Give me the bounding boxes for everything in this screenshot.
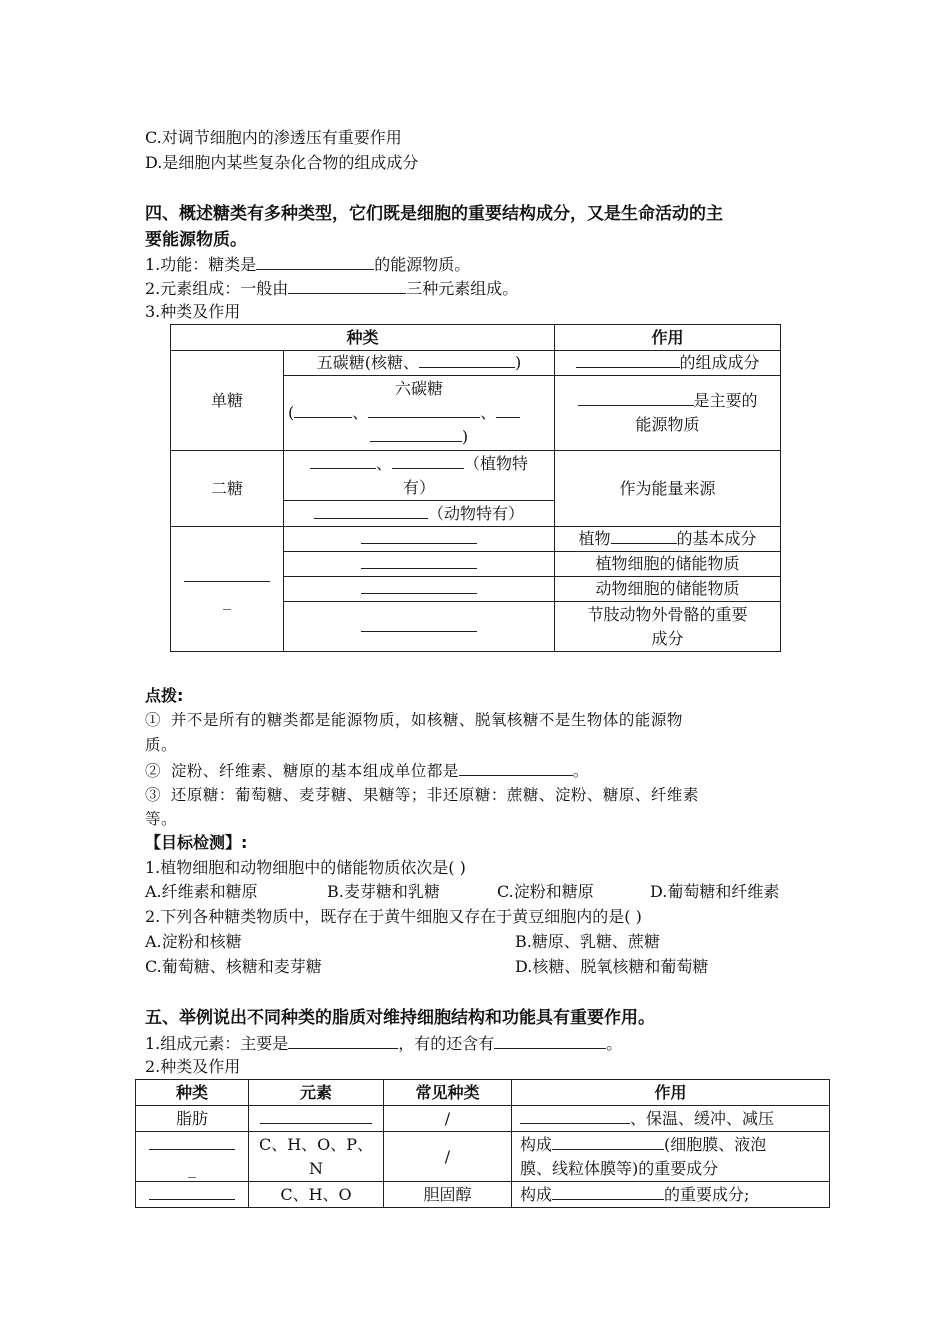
sep: 、 [375, 453, 392, 473]
pl-role1-b: (细胞膜、液泡 [664, 1134, 767, 1154]
answer-blank[interactable] [520, 1108, 630, 1124]
di-role: 作为能量来源 [555, 451, 781, 527]
q1-option-a[interactable]: A.纤维素和糖原 [145, 882, 258, 901]
pentose-role-cell [555, 351, 781, 376]
answer-blank[interactable] [256, 254, 374, 270]
s5-item1-mid: ，有的还含有 [398, 1034, 495, 1053]
answer-blank[interactable] [576, 352, 680, 368]
answer-blank[interactable] [361, 553, 477, 569]
poly3-cell [284, 577, 555, 602]
answer-blank[interactable] [494, 1033, 606, 1049]
pl-elem-cell [249, 1132, 384, 1182]
header-role: 作用 [555, 325, 781, 351]
section5-item1 [145, 1033, 622, 1054]
header-kind: 种类 [171, 325, 555, 351]
st-common: 胆固醇 [384, 1182, 512, 1208]
pl-elem1: C、H、O、P、 [258, 1134, 374, 1154]
hexose-role1: 是主要的 [693, 391, 758, 410]
hexose-title: 六碳糖 [395, 379, 444, 398]
hexose-cell [284, 376, 555, 451]
poly4-cell [284, 602, 555, 652]
di-plant-line1 [288, 452, 550, 476]
mono-label: 单糖 [171, 351, 284, 451]
fat-elem-cell [249, 1106, 384, 1132]
pl-label-cell [136, 1132, 249, 1182]
q1-option-c[interactable]: C.淀粉和糖原 [497, 882, 594, 901]
answer-blank[interactable] [149, 1134, 235, 1150]
answer-blank[interactable] [361, 578, 477, 594]
section4-item3: 3.种类及作用 [145, 302, 241, 321]
answer-blank[interactable] [288, 278, 406, 294]
answer-blank[interactable] [260, 1108, 372, 1124]
hexose-role2: 能源物质 [635, 415, 700, 434]
tip3-line1: ③ 还原糖：葡萄糖、麦芽糖、果糖等；非还原糖：蔗糖、淀粉、糖原、纤维素 [145, 786, 699, 804]
answer-blank[interactable] [419, 352, 515, 368]
answer-blank[interactable] [552, 1134, 664, 1150]
answer-blank[interactable] [611, 528, 677, 544]
st-elem: C、H、O [249, 1182, 384, 1208]
item1-prefix: 1.功能：糖类是 [145, 255, 257, 274]
answer-blank[interactable] [578, 390, 694, 406]
pl-common: / [384, 1132, 512, 1182]
pl-role1-a: 构成 [520, 1134, 553, 1154]
lipid-header-elem: 元素 [249, 1080, 384, 1106]
answer-blank[interactable] [310, 453, 376, 469]
sep: 、 [480, 403, 497, 422]
option-d: D.是细胞内某些复杂化合物的组成成分 [145, 153, 419, 172]
section5-title: 五、举例说出不同种类的脂质对维持细胞结构和功能具有重要作用。 [145, 1008, 655, 1028]
poly2-cell [284, 552, 555, 577]
poly-role4-b: 成分 [651, 628, 684, 648]
di-plant-cell [284, 451, 555, 501]
answer-blank[interactable] [184, 566, 270, 582]
pl-role-cell [512, 1132, 830, 1182]
st-role-a: 构成 [520, 1184, 553, 1204]
section4-title-line1: 四、概述糖类有多种类型，它们既是细胞的重要结构成分，又是生命活动的主 [145, 204, 723, 224]
tip1-line2: 质。 [145, 736, 178, 754]
lipid-header-role: 作用 [512, 1080, 830, 1106]
section4-item1 [145, 254, 470, 275]
lipid-header-kind: 种类 [136, 1080, 249, 1106]
poly1-cell [284, 527, 555, 552]
poly-role4-cell [555, 602, 781, 652]
q2-option-a[interactable]: A.淀粉和核糖 [145, 932, 242, 951]
s5-item1-prefix: 1.组成元素：主要是 [145, 1034, 289, 1053]
hexose-line3 [288, 425, 550, 449]
answer-blank[interactable] [361, 528, 477, 544]
hexose-close: ) [461, 427, 469, 446]
tips-title: 点拨: [145, 686, 184, 705]
detect-title: 【目标检测】: [145, 833, 248, 852]
fat-role: 、保温、缓冲、减压 [630, 1108, 775, 1128]
section5-item2: 2.种类及作用 [145, 1057, 241, 1076]
section4-item2 [145, 278, 518, 299]
answer-blank[interactable] [288, 1033, 398, 1049]
fat-role-cell [512, 1106, 830, 1132]
section4-title-line2: 要能源物质。 [145, 230, 247, 250]
answer-blank[interactable] [314, 503, 428, 519]
pentose-text: 五碳糖(核糖、 [316, 353, 419, 372]
item2-suffix: 三种元素组成。 [406, 279, 519, 298]
answer-blank[interactable] [149, 1184, 235, 1200]
pentose-close: ) [515, 353, 522, 372]
q2-option-c[interactable]: C.葡萄糖、核糖和麦芽糖 [145, 957, 322, 976]
pentose-cell [284, 351, 555, 376]
poly-label-cell [171, 527, 284, 652]
answer-blank[interactable] [294, 402, 352, 418]
q1-option-b[interactable]: B.麦芽糖和乳糖 [327, 882, 440, 901]
pentose-role: 的组成成分 [679, 353, 760, 372]
hexose-role-cell [555, 376, 781, 451]
di-plant1: （植物特 [464, 453, 529, 473]
di-label: 二糖 [171, 451, 284, 527]
poly-role1-a: 植物 [578, 529, 611, 548]
answer-blank[interactable] [392, 453, 464, 469]
answer-blank[interactable] [552, 1184, 664, 1200]
answer-blank[interactable] [361, 616, 477, 632]
lipid-header-common: 常见种类 [384, 1080, 512, 1106]
lipid-table [135, 1079, 830, 1208]
item2-prefix: 2.元素组成：一般由 [145, 279, 289, 298]
poly-role2: 植物细胞的储能物质 [555, 552, 781, 577]
s5-item1-suffix: 。 [606, 1034, 623, 1053]
st-role-b: 的重要成分; [664, 1184, 750, 1204]
answer-blank[interactable] [459, 760, 573, 776]
tip2-suffix: 。 [572, 762, 589, 780]
poly-dash: _ [223, 591, 231, 610]
sep: 、 [352, 403, 369, 422]
st-role-cell [512, 1182, 830, 1208]
poly-role4-a: 节肢动物外骨骼的重要 [587, 604, 748, 624]
item1-suffix: 的能源物质。 [374, 255, 471, 274]
answer-blank[interactable] [368, 402, 480, 418]
pl-role2: 膜、线粒体膜等)的重要成分 [520, 1158, 719, 1178]
di-animal: （动物特有） [428, 503, 525, 523]
poly-role1-b: 的基本成分 [676, 529, 757, 548]
q2-option-d[interactable]: D.核糖、脱氧核糖和葡萄糖 [515, 957, 709, 976]
di-animal-cell [284, 501, 555, 527]
st-label-cell [136, 1182, 249, 1208]
pl-elem2: N [309, 1158, 323, 1178]
tip3-line2: 等。 [145, 810, 178, 828]
tip2-prefix: ② 淀粉、纤维素、糖原的基本组成单位都是 [145, 762, 459, 780]
hexose-open: ( [288, 403, 295, 422]
sugar-table [170, 324, 781, 652]
option-c: C.对调节细胞内的渗透压有重要作用 [145, 128, 402, 147]
hexose-role-line1 [559, 389, 776, 413]
answer-blank[interactable] [496, 402, 520, 418]
poly-role1-cell [555, 527, 781, 552]
q1-option-d[interactable]: D.葡萄糖和纤维素 [650, 882, 780, 901]
poly-role3: 动物细胞的储能物质 [555, 577, 781, 602]
q1: 1.植物细胞和动物细胞中的储能物质依次是( ) [145, 858, 466, 877]
tip2 [145, 760, 589, 781]
answer-blank[interactable] [370, 426, 462, 442]
q2: 2.下列各种糖类物质中，既存在于黄牛细胞又存在于黄豆细胞内的是( ) [145, 907, 642, 926]
di-plant2: 有） [403, 477, 436, 497]
q2-option-b[interactable]: B.糖原、乳糖、蔗糖 [515, 932, 660, 951]
fat-label: 脂肪 [136, 1106, 249, 1132]
hexose-line2 [288, 401, 550, 425]
pl-dash: _ [188, 1158, 196, 1178]
tip1-line1: ① 并不是所有的糖类都是能源物质，如核糖、脱氧核糖不是生物体的能源物 [145, 711, 683, 729]
fat-common: / [384, 1106, 512, 1132]
